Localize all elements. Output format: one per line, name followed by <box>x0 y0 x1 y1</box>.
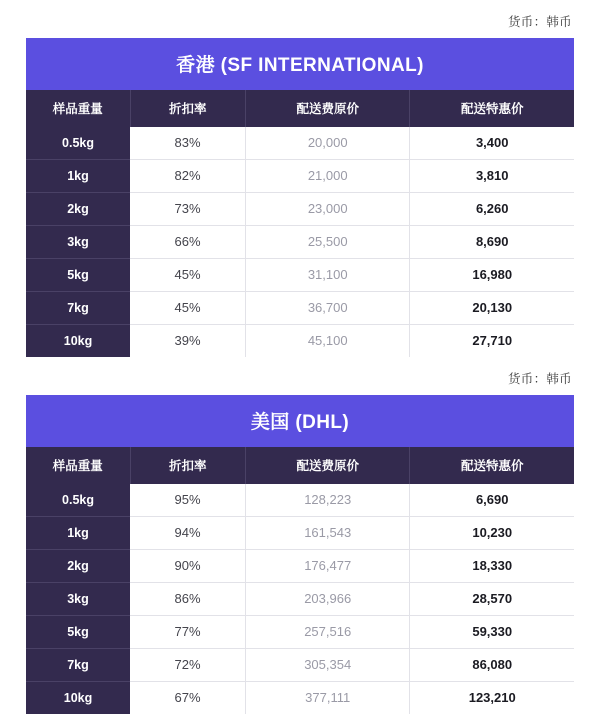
column-header-discount: 折扣率 <box>130 90 245 127</box>
table-row <box>26 226 574 259</box>
cell-original-price: 257,516 <box>245 616 409 649</box>
cell-original-price: 23,000 <box>245 193 409 226</box>
cell-discount: 83% <box>130 127 245 160</box>
cell-special-price: 3,400 <box>410 127 574 160</box>
table-row <box>26 550 574 583</box>
cell-special-price: 86,080 <box>410 649 574 682</box>
cell-weight: 5kg <box>26 259 130 292</box>
cell-special-price: 123,210 <box>410 682 574 714</box>
cell-original-price: 203,966 <box>245 583 409 616</box>
cell-original-price: 45,100 <box>245 325 409 358</box>
table-row <box>26 127 574 160</box>
cell-original-price: 36,700 <box>245 292 409 325</box>
column-header-discount: 折扣率 <box>130 447 245 484</box>
currency-note-usa: 货币：韩币 <box>26 357 574 395</box>
cell-weight: 2kg <box>26 193 130 226</box>
table-row <box>26 325 574 358</box>
table-header-hongkong <box>26 90 574 127</box>
cell-discount: 45% <box>130 259 245 292</box>
table-header-usa <box>26 447 574 484</box>
cell-weight: 7kg <box>26 649 130 682</box>
table-row <box>26 160 574 193</box>
cell-discount: 72% <box>130 649 245 682</box>
cell-original-price: 377,111 <box>245 682 409 714</box>
column-header-weight: 样品重量 <box>26 447 130 484</box>
cell-weight: 0.5kg <box>26 127 130 160</box>
header-row <box>26 447 574 484</box>
cell-weight: 3kg <box>26 583 130 616</box>
cell-discount: 66% <box>130 226 245 259</box>
table-body-usa <box>26 484 574 714</box>
table-row <box>26 583 574 616</box>
table-row <box>26 292 574 325</box>
column-header-weight: 样品重量 <box>26 90 130 127</box>
table-row <box>26 616 574 649</box>
cell-special-price: 3,810 <box>410 160 574 193</box>
cell-discount: 82% <box>130 160 245 193</box>
cell-discount: 90% <box>130 550 245 583</box>
cell-special-price: 28,570 <box>410 583 574 616</box>
cell-weight: 10kg <box>26 682 130 714</box>
cell-special-price: 8,690 <box>410 226 574 259</box>
cell-special-price: 27,710 <box>410 325 574 358</box>
rate-block-hongkong <box>26 38 574 357</box>
cell-special-price: 6,260 <box>410 193 574 226</box>
column-header-special-price: 配送特惠价 <box>410 90 574 127</box>
cell-special-price: 20,130 <box>410 292 574 325</box>
table-row <box>26 682 574 714</box>
cell-discount: 39% <box>130 325 245 358</box>
column-header-original-price: 配送费原价 <box>245 447 409 484</box>
cell-original-price: 305,354 <box>245 649 409 682</box>
cell-discount: 94% <box>130 517 245 550</box>
cell-special-price: 6,690 <box>410 484 574 517</box>
column-header-special-price: 配送特惠价 <box>410 447 574 484</box>
cell-discount: 45% <box>130 292 245 325</box>
rate-table-hongkong <box>26 38 574 357</box>
table-row <box>26 649 574 682</box>
cell-original-price: 176,477 <box>245 550 409 583</box>
column-header-original-price: 配送费原价 <box>245 90 409 127</box>
cell-weight: 1kg <box>26 160 130 193</box>
cell-special-price: 18,330 <box>410 550 574 583</box>
cell-weight: 7kg <box>26 292 130 325</box>
cell-discount: 67% <box>130 682 245 714</box>
cell-discount: 86% <box>130 583 245 616</box>
cell-discount: 95% <box>130 484 245 517</box>
header-row <box>26 90 574 127</box>
cell-weight: 1kg <box>26 517 130 550</box>
cell-weight: 3kg <box>26 226 130 259</box>
cell-special-price: 10,230 <box>410 517 574 550</box>
cell-special-price: 16,980 <box>410 259 574 292</box>
table-row <box>26 259 574 292</box>
table-title-usa: 美国 (DHL) <box>26 395 574 447</box>
cell-original-price: 31,100 <box>245 259 409 292</box>
cell-weight: 2kg <box>26 550 130 583</box>
cell-discount: 77% <box>130 616 245 649</box>
cell-weight: 5kg <box>26 616 130 649</box>
table-row <box>26 484 574 517</box>
table-body-hongkong <box>26 127 574 357</box>
currency-note-hongkong: 货币：韩币 <box>26 0 574 38</box>
table-title-hongkong: 香港 (SF INTERNATIONAL) <box>26 38 574 90</box>
cell-original-price: 21,000 <box>245 160 409 193</box>
cell-discount: 73% <box>130 193 245 226</box>
cell-special-price: 59,330 <box>410 616 574 649</box>
rate-table-usa <box>26 395 574 714</box>
cell-weight: 10kg <box>26 325 130 358</box>
cell-original-price: 20,000 <box>245 127 409 160</box>
rate-block-usa <box>26 395 574 714</box>
cell-original-price: 128,223 <box>245 484 409 517</box>
cell-weight: 0.5kg <box>26 484 130 517</box>
table-row <box>26 517 574 550</box>
cell-original-price: 161,543 <box>245 517 409 550</box>
table-row <box>26 193 574 226</box>
cell-original-price: 25,500 <box>245 226 409 259</box>
